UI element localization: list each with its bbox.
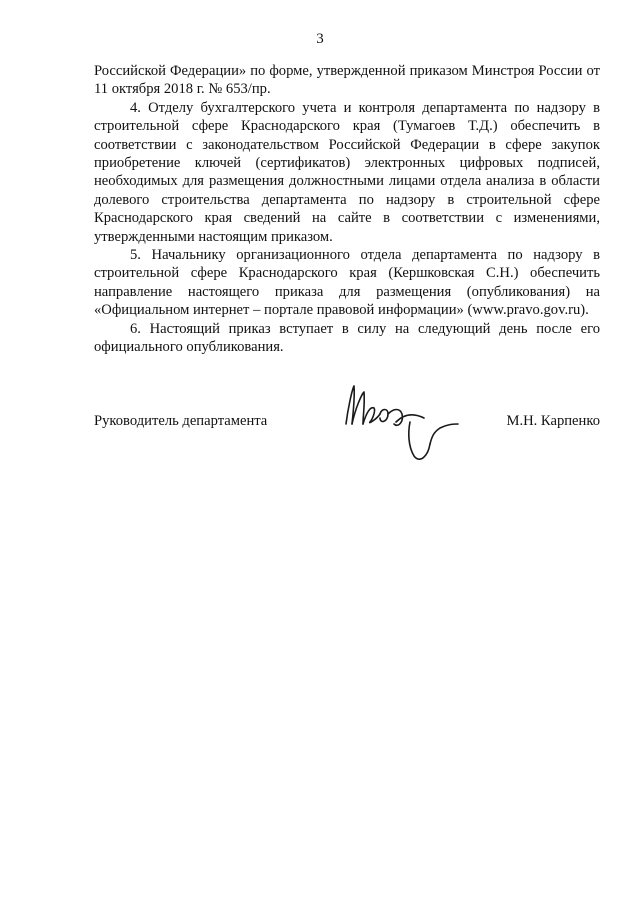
page-number: 3: [316, 31, 324, 47]
signatory-name: М.Н. Карпенко: [506, 413, 600, 429]
paragraph-item-6: 6. Настоящий приказ вступает в силу на следующий день после его официального опубликования.: [94, 320, 600, 356]
paragraph-item-5: 5. Начальнику организационного отдела департамента по надзору в строительной сфере Краснодарского края (Кершковская С.Н.) обеспечить направление настоящего приказа для размещения (опубликования) на «Официальном интернет – портале правовой информации» (www.pravo.gov.ru).: [94, 247, 600, 319]
signatory-position: Руководитель департамента: [94, 413, 268, 429]
paragraph-item-4: 4. Отделу бухгалтерского учета и контроля департамента по надзору в строительной сфере Краснодарского края (Тумагоев Т.Д.) обеспечить в соответствии с законодательством Российской Федерации в сфере закупок приобретение ключей (сертификатов) электронных цифровых подписей, необходимых для размещения должностными лицами отдела анализа в области долевого строительства департамента по надзору в строительной сфере Краснодарского края сведений на сайте в соответствии с изменениями, утвержденными настоящим приказом.: [94, 99, 600, 245]
document-body: [94, 62, 600, 357]
handwritten-signature: [336, 378, 466, 464]
paragraph-continuation: Российской Федерации» по форме, утвержденной приказом Минстроя России от 11 октября 2018 г. № 653/пр.: [94, 63, 600, 98]
